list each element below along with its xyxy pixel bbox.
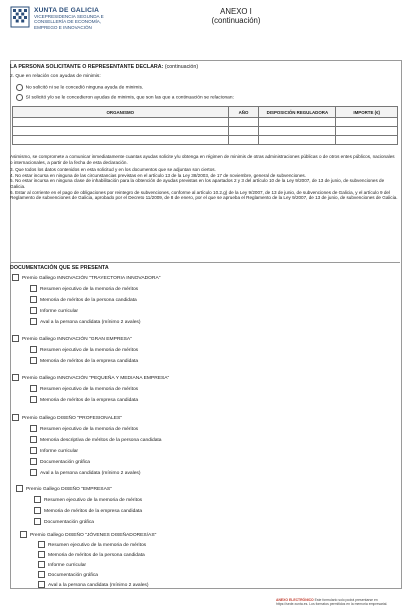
col-header: IMPORTE (€) <box>336 107 398 118</box>
checkbox-item[interactable] <box>30 285 138 293</box>
checkbox-item[interactable] <box>30 318 141 326</box>
checkbox[interactable] <box>30 447 37 454</box>
question-2: 2. Que en relación con ayudas de minimis: <box>10 74 101 79</box>
checkbox[interactable] <box>30 285 37 292</box>
declaration-paragraphs <box>10 154 398 201</box>
checkbox-label: Memoria descriptiva de méritos de la persona candidata <box>40 437 162 443</box>
checkbox-group-trayectoria[interactable] <box>12 274 160 282</box>
checkbox[interactable] <box>30 318 37 325</box>
table-cell[interactable] <box>336 136 398 145</box>
annex-title: ANEXO I <box>220 7 252 16</box>
table-row <box>13 118 398 127</box>
checkbox-item[interactable] <box>30 425 138 433</box>
checkbox[interactable] <box>12 374 19 381</box>
checkbox[interactable] <box>12 335 19 342</box>
table-cell[interactable] <box>259 136 336 145</box>
checkbox[interactable] <box>30 425 37 432</box>
checkbox-item[interactable] <box>30 436 162 444</box>
checkbox[interactable] <box>30 458 37 465</box>
table-row <box>13 127 398 136</box>
checkbox-label: Resumen ejecutivo de la memoria de méritos <box>40 286 139 292</box>
radio-label: Sí solicitó y/o se le concedieron ayudas de minimis, que son las que a continuación se relacionan: <box>25 95 234 101</box>
checkbox-label: Resumen ejecutivo de la memoria de méritos <box>44 497 143 503</box>
table-cell[interactable] <box>228 127 259 136</box>
checkbox[interactable] <box>12 414 19 421</box>
checkbox-label: Informe curricular <box>40 448 79 454</box>
checkbox-label: Informe curricular <box>40 308 79 314</box>
checkbox-label: Premio Gallego DISEÑO "PROFESIONALES" <box>22 415 122 421</box>
checkbox-label: Premio Gallego DISEÑO "EMPRESAS" <box>26 486 112 492</box>
org-line: VICEPRESIDENCIA SEGUNDA E <box>34 14 104 19</box>
table-cell[interactable] <box>13 136 229 145</box>
radio-no-minimis[interactable] <box>16 84 143 92</box>
checkbox[interactable] <box>38 541 45 548</box>
checkbox-group-pyme[interactable] <box>12 374 169 382</box>
checkbox-item[interactable] <box>30 346 138 354</box>
checkbox-label: Memoria de méritos de la empresa candidata <box>44 508 143 514</box>
checkbox-label: Memoria de méritos de la persona candidata <box>48 552 145 558</box>
paragraph: 3. Que todos los datos contenidos en esta solicitud y en los documentos que se adjuntan son ciertos. <box>10 167 216 173</box>
paragraph: 4. No estar incursa en ninguna de las circunstancias previstas en el artículo 13 de la Ley 38/2003, de 17 de noviembre, general de subvenciones. <box>10 172 306 178</box>
checkbox-label: Resumen ejecutivo de la memoria de méritos <box>40 347 139 353</box>
checkbox-label: Resumen ejecutivo de la memoria de méritos <box>40 426 139 432</box>
radio-yes-minimis[interactable] <box>16 94 234 102</box>
paragraph: 6. Estar al corriente en el pago de obligaciones por reintegro de subvenciones, conforme al artículo 10.2.g) de la Ley 9/2007, de 13 de junio, de subvenciones de Galicia, y el artículo 9 del Reglamento de subvenciones de Galicia, aprobado por el Decreto 11/2009, de 8 de enero, por el que se aprueba el Reglamento de la Ley 9/2007, de 13 de junio, de subvenciones de Galicia. <box>10 189 398 201</box>
checkbox-label: Resumen ejecutivo de la memoria de méritos <box>48 542 147 548</box>
checkbox[interactable] <box>30 469 37 476</box>
declaration-title-suffix: (continuación) <box>164 64 199 70</box>
org-line: EMPREGO E INNOVACIÓN <box>34 24 92 30</box>
checkbox-label: Premio Gallego INNOVACIÓN "GRAN EMPRESA" <box>22 336 132 342</box>
paragraph: Asimismo, se compromete a comunicar inmediatamente cuantas ayudas solicite y/u obtenga en régimen de minimis de otras administraciones públicas o de otros entes públicos, nacionales o internacionales, a partir de la fecha de esta declaración. <box>10 154 395 165</box>
checkbox[interactable] <box>30 357 37 364</box>
checkbox[interactable] <box>16 485 23 492</box>
documentation-title: DOCUMENTACIÓN QUE SE PRESENTA <box>10 265 109 271</box>
annex-subtitle: (continuación) <box>211 16 261 25</box>
checkbox[interactable] <box>34 507 41 514</box>
radio-button[interactable] <box>16 94 23 101</box>
col-header: ORGANISMO <box>13 107 229 118</box>
checkbox-item[interactable] <box>30 447 78 455</box>
checkbox-label: Informe curricular <box>48 562 87 568</box>
org-line: XUNTA DE GALICIA <box>34 7 100 14</box>
declaration-title <box>10 64 198 70</box>
radio-label: No solicitó ni se le concedió ninguna ayuda de minimis. <box>25 85 144 91</box>
checkbox-item[interactable] <box>34 518 94 526</box>
xunta-logo <box>10 6 30 28</box>
checkbox-label: Documentación gráfica <box>40 459 91 465</box>
table-row <box>13 136 398 145</box>
footer-tag: ANEXO ELECTRÓNICO <box>276 598 314 602</box>
checkbox-group-diseno-profesionales[interactable] <box>12 414 122 422</box>
col-header: DISPOSICIÓN REGULADORA <box>259 107 336 118</box>
checkbox-label: Aval a la persona candidata (mínimo 2 avales) <box>40 319 141 325</box>
checkbox-label: Premio Gallego DISEÑO "JÓVENES DISEÑADORES/AS" <box>30 532 157 538</box>
checkbox-item[interactable] <box>30 469 141 477</box>
document-header <box>10 6 402 50</box>
table-cell[interactable] <box>13 118 229 127</box>
checkbox-label: Premio Gallego INNOVACIÓN "TRAYECTORIA INNOVADORA" <box>22 275 161 281</box>
checkbox-group-diseno-empresas[interactable] <box>16 485 112 493</box>
checkbox-item[interactable] <box>30 385 138 393</box>
organization-name <box>34 7 104 30</box>
footer-note <box>276 598 402 606</box>
checkbox[interactable] <box>20 531 27 538</box>
checkbox-item[interactable] <box>38 561 86 569</box>
checkbox-item[interactable] <box>30 458 90 466</box>
checkbox-item[interactable] <box>38 581 149 589</box>
checkbox[interactable] <box>38 571 45 578</box>
checkbox[interactable] <box>30 385 37 392</box>
checkbox-label: Documentación gráfica <box>44 519 95 525</box>
table-cell[interactable] <box>228 136 259 145</box>
checkbox-item[interactable] <box>30 307 78 315</box>
checkbox[interactable] <box>38 551 45 558</box>
paragraph: 5. No estar incursa en ninguna clase de inhabilitación para la obtención de ayudas previstas en los apartados 2 y 3 del artículo 10 de la Ley 9/2007, de 13 de junio, de subvenciones de Galicia. <box>10 178 385 189</box>
minimis-aid-table <box>12 106 398 145</box>
checkbox-item[interactable] <box>34 496 142 504</box>
checkbox-item[interactable] <box>38 571 98 579</box>
radio-button[interactable] <box>16 84 23 91</box>
table-cell[interactable] <box>228 118 259 127</box>
checkbox-group-diseno-jovenes[interactable] <box>20 531 156 539</box>
checkbox[interactable] <box>30 307 37 314</box>
checkbox-item[interactable] <box>38 541 146 549</box>
org-line: CONSELLERÍA DE ECONOMÍA, <box>34 19 102 25</box>
checkbox[interactable] <box>34 518 41 525</box>
table-cell[interactable] <box>336 127 398 136</box>
table-cell[interactable] <box>259 118 336 127</box>
table-cell[interactable] <box>336 118 398 127</box>
checkbox[interactable] <box>30 346 37 353</box>
checkbox-label: Resumen ejecutivo de la memoria de méritos <box>40 386 139 392</box>
checkbox-item[interactable] <box>30 396 138 404</box>
checkbox-label: Aval a la persona candidata (mínimo 2 avales) <box>48 582 149 588</box>
declaration-title-text: LA PERSONA SOLICITANTE O REPRESENTANTE DECLARA: <box>10 64 164 70</box>
table-cell[interactable] <box>259 127 336 136</box>
checkbox-item[interactable] <box>30 357 138 365</box>
checkbox-item[interactable] <box>38 551 145 559</box>
checkbox-label: Premio Gallego INNOVACIÓN "PEQUEÑA Y MEDIANA EMPRESA" <box>22 375 170 381</box>
checkbox-label: Memoria de méritos de la empresa candidata <box>40 397 139 403</box>
col-header: AÑO <box>228 107 259 118</box>
table-cell[interactable] <box>13 127 229 136</box>
checkbox-item[interactable] <box>34 507 142 515</box>
checkbox[interactable] <box>30 296 37 303</box>
checkbox[interactable] <box>38 561 45 568</box>
checkbox-label: Aval a la persona candidata (mínimo 2 avales) <box>40 470 141 476</box>
annex-heading <box>196 7 276 25</box>
checkbox-label: Memoria de méritos de la persona candidata <box>40 297 137 303</box>
checkbox[interactable] <box>30 396 37 403</box>
checkbox-group-gran-empresa[interactable] <box>12 335 132 343</box>
checkbox[interactable] <box>12 274 19 281</box>
checkbox[interactable] <box>38 581 45 588</box>
footer-text: Este formulario solo podrá presentarse en https://sede.xunta.es. Los formatos permitidos en la memoria empresarial. <box>276 598 388 607</box>
checkbox[interactable] <box>30 436 37 443</box>
checkbox[interactable] <box>34 496 41 503</box>
checkbox-item[interactable] <box>30 296 137 304</box>
checkbox-label: Memoria de méritos de la empresa candidata <box>40 358 139 364</box>
checkbox-label: Documentación gráfica <box>48 572 99 578</box>
